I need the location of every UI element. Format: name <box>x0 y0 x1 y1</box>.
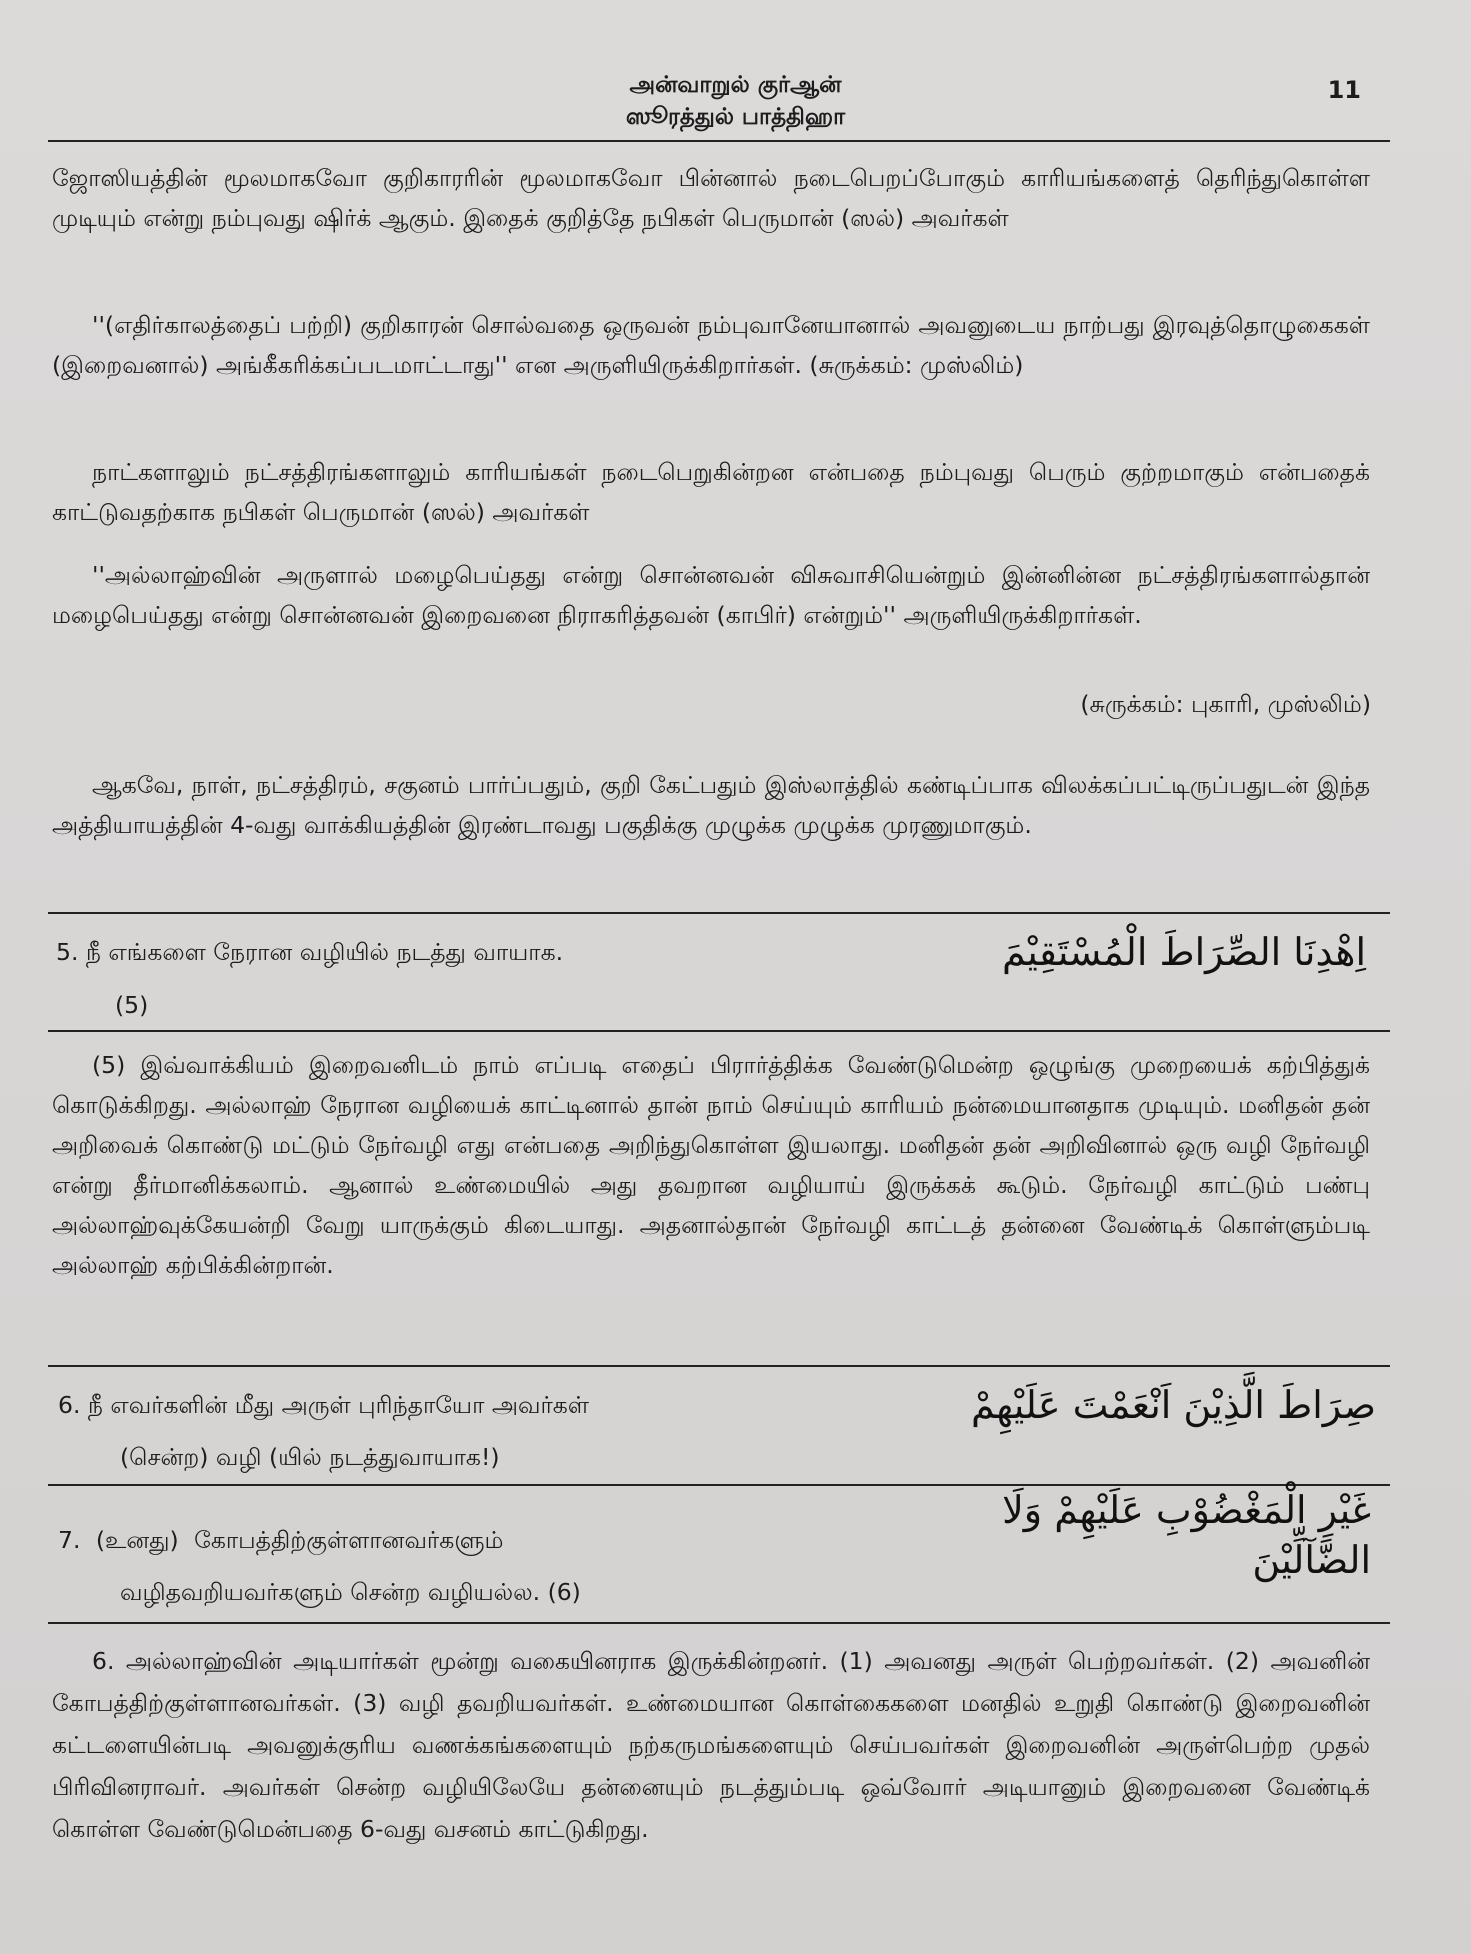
verse6-top-divider <box>48 1365 1390 1367</box>
verse5-top-divider <box>48 912 1390 914</box>
paragraph-guidance: (5) இவ்வாக்கியம் இறைவனிடம் நாம் எப்படி எதைப் பிரார்த்திக்க வேண்டுமென்ற ஒழுங்கு முறையைக் கற்பித்துக் கொடுக்கிறது. அல்லாஹ் நேரான வழியைக் காட்டினால் தான் நாம் செய்யும் காரியம் நன்மையானதாக முடியும். மனிதன் தன் அறிவைக் கொண்டு மட்டும் நேர்வழி எது என்பதை அறிந்துகொள்ள இயலாது. மனிதன் தன் அறிவினால் ஒரு வழி நேர்வழி என்று தீர்மானிக்கலாம். ஆனால் உண்மையில் அது தவறான வழியாய் இருக்கக் கூடும். நேர்வழி காட்டும் பண்பு அல்லாஹ்வுக்கேயன்றி வேறு யாருக்கும் கிடையாது. அதனால்தான் நேர்வழி காட்டத் தன்னை வேண்டிக் கொள்ளும்படி அல்லாஹ் கற்பிக்கின்றான். <box>52 1051 1370 1279</box>
paragraph-stars: நாட்களாலும் நட்சத்திரங்களாலும் காரியங்கள் நடைபெறுகின்றன என்பதை நம்புவது பெரும் குற்றமாகும் என்பதைக் காட்டுவதற்காக நபிகள் பெருமான் (ஸல்) அவர்கள் <box>52 458 1370 526</box>
verse5-number: (5) <box>115 991 149 1019</box>
verse7-translation-line2: வழிதவறியவர்களும் சென்ற வழியல்ல. (6) <box>120 1578 581 1606</box>
paragraph-astrology: ஜோஸியத்தின் மூலமாகவோ குறிகாரரின் மூலமாகவோ பின்னால் நடைபெறப்போகும் காரியங்களைத் தெரிந்துகொள்ள முடியும் என்று நம்புவது ஷிர்க் ஆகும். இதைக் குறித்தே நபிகள் பெருமான் (ஸல்) அவர்கள் <box>52 164 1370 232</box>
paragraph-three-groups: 6. அல்லாஹ்வின் அடியார்கள் மூன்று வகையினராக இருக்கின்றனர். (1) அவனது அருள் பெற்றவர்கள். (2) அவனின் கோபத்திற்குள்ளானவர்கள். (3) வழி தவறியவர்கள். உண்மையான கொள்கைகளை மனதில் உறுதி கொண்டு இறைவனின் கட்டளையின்படி அவனுக்குரிய வணக்கங்களையும் நற்கருமங்களையும் செய்பவர்கள் இறைவனின் அருள்பெற்ற முதல் பிரிவினராவர். அவர்கள் சென்ற வழியிலேயே தன்னையும் நடத்தும்படி ஒவ்வோர் அடியானும் இறைவனை வேண்டிக் கொள்ள வேண்டுமென்பதை 6-வது வசனம் காட்டுகிறது. <box>52 1647 1370 1843</box>
paragraph-hadith-fortune-teller: ''(எதிர்காலத்தைப் பற்றி) குறிகாரன் சொல்வதை ஒருவன் நம்புவானேயானால் அவனுடைய நாற்பது இரவுத்தொழுகைகள் (இறைவனால்) அங்கீகரிக்கப்படமாட்டாது'' என அருளியிருக்கிறார்கள். (சுருக்கம்: முஸ்லிம்) <box>52 311 1370 379</box>
page-number: 11 <box>1327 76 1361 104</box>
header-divider <box>48 140 1390 142</box>
chapter-title: ஸூரத்துல் பாத்திஹா <box>625 104 846 130</box>
verse6-translation-line1: 6. நீ எவர்களின் மீது அருள் புரிந்தாயோ அவர்கள் <box>58 1391 589 1419</box>
verse5-bottom-divider <box>48 1030 1390 1032</box>
verse5-arabic: اِهْدِنَا الصِّرَاطَ الْمُسْتَقِيْمَ <box>1001 930 1366 974</box>
verse6-arabic: صِرَاطَ الَّذِيْنَ اَنْعَمْتَ عَلَيْهِمْ <box>970 1383 1376 1427</box>
verse7-translation-line1: 7. (உனது) கோபத்திற்குள்ளானவர்களும் <box>58 1526 504 1554</box>
verse7-arabic-line1: غَيْرِ الْمَغْضُوْبِ عَلَيْهِمْ وَلَا <box>1002 1488 1371 1532</box>
paragraph-hadith-rain: ''அல்லாஹ்வின் அருளால் மழைபெய்தது என்று சொன்னவன் விசுவாசியென்றும் இன்னின்ன நட்சத்திரங்களால்தான் மழைபெய்தது என்று சொன்னவன் இறைவனை நிராகரித்தவன் (காபிர்) என்றும்'' அருளியிருக்கிறார்கள். <box>52 561 1370 629</box>
verse7-arabic-line2: الضَّآلِّيْنَ <box>1252 1538 1371 1582</box>
verse6-bottom-divider <box>48 1484 1390 1486</box>
verse7-bottom-divider <box>48 1622 1390 1624</box>
verse6-translation-line2: (சென்ற) வழி (யில் நடத்துவாயாக!) <box>120 1443 500 1471</box>
hadith-source: (சுருக்கம்: புகாரி, முஸ்லிம்) <box>1080 690 1371 718</box>
paragraph-conclusion: ஆகவே, நாள், நட்சத்திரம், சகுனம் பார்ப்பதும், குறி கேட்பதும் இஸ்லாத்தில் கண்டிப்பாக விலக்கப்பட்டிருப்பதுடன் இந்த அத்தியாயத்தின் 4-வது வாக்கியத்தின் இரண்டாவது பகுதிக்கு முழுக்க முழுக்க முரணுமாகும். <box>52 771 1370 839</box>
verse5-translation: 5. நீ எங்களை நேரான வழியில் நடத்து வாயாக. <box>56 938 564 966</box>
book-title: அன்வாறுல் குர்ஆன் <box>629 72 842 98</box>
